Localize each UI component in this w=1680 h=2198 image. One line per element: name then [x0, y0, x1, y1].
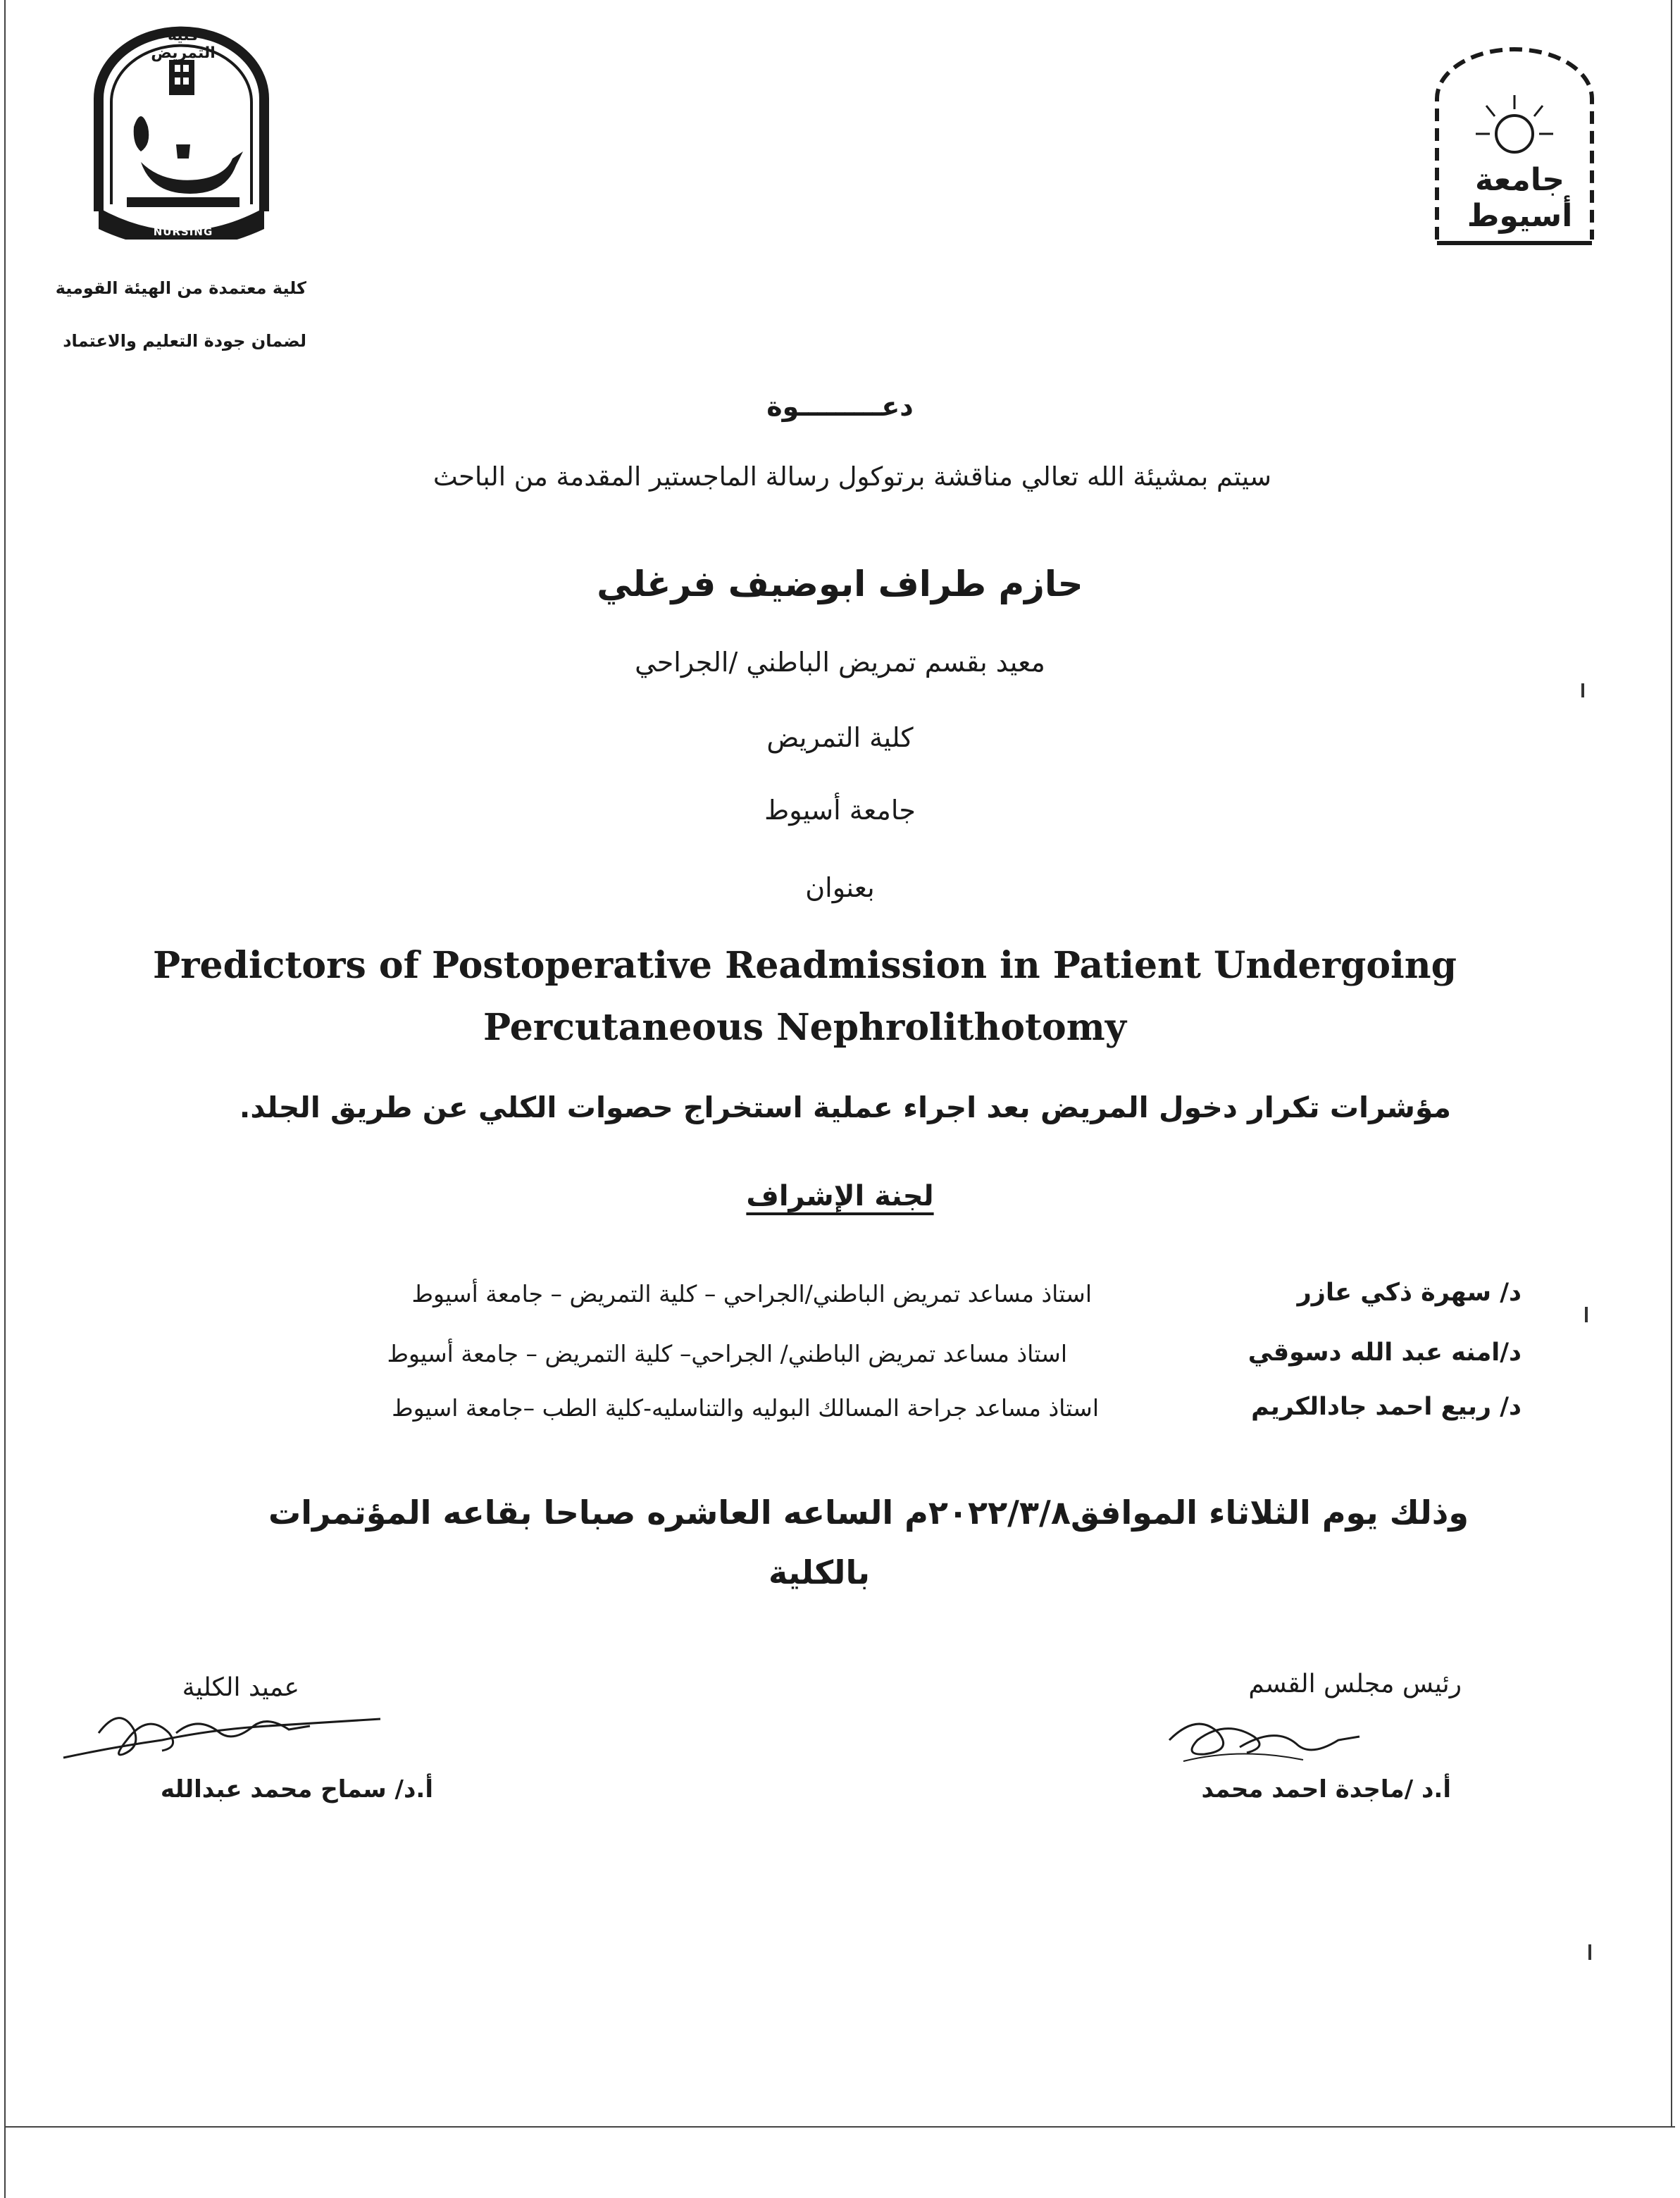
nursing-logo-english-text: FACULTY OF NURSING	[144, 213, 222, 238]
researcher-position: معيد بقسم تمريض الباطني /الجراحي	[635, 647, 1045, 678]
committee-member-row	[0, 1393, 1680, 1432]
dean-title: عميد الكلية	[182, 1673, 299, 1702]
dean-signature	[56, 1691, 387, 1775]
scan-mark	[1581, 683, 1584, 697]
committee-member-role: استاذ مساعد تمريض الباطني/ الجراحي– كلية التمريض – جامعة أسيوط	[387, 1340, 1067, 1367]
committee-member-name: د/ ربيع احمد جادالكريم	[1251, 1393, 1522, 1421]
scan-mark	[1588, 1944, 1591, 1960]
dean-name: أ.د/ سماح محمد عبدالله	[160, 1775, 433, 1803]
faculty-name: كلية التمريض	[766, 722, 914, 753]
university-logo-arabic-text: جامعة أسيوط	[1467, 162, 1573, 234]
schedule-line-1: وذلك يوم الثلاثاء الموافق٢٠٢٢/٣/٨م الساعه العاشره صباحا بقاعه المؤتمرات	[268, 1494, 1469, 1532]
university-name: جامعة أسيوط	[764, 795, 916, 826]
committee-heading-text: لجنة الإشراف	[746, 1180, 934, 1212]
committee-heading	[0, 1180, 1680, 1212]
intro-sentence: سيتم بمشيئة الله تعالي مناقشة برتوكول رسالة الماجستير المقدمة من الباحث	[433, 461, 1271, 492]
department-head-name: أ.د /ماجدة احمد محمد	[1201, 1775, 1451, 1803]
english-title-line-2: Percutaneous Nephrolithotomy	[483, 1006, 1126, 1049]
bottom-edge-line	[6, 2126, 1675, 2128]
assiut-university-logo	[1430, 42, 1599, 247]
committee-member-role: استاذ مساعد تمريض الباطني/الجراحي – كلية التمريض – جامعة أسيوط	[411, 1280, 1092, 1308]
english-title-line-1: Predictors of Postoperative Readmission in Patient Undergoing	[153, 944, 1457, 987]
committee-member-row	[0, 1339, 1680, 1378]
department-head-title: رئيس مجلس القسم	[1248, 1670, 1462, 1699]
accreditation-line-1: كلية معتمدة من الهيئة القومية	[55, 278, 306, 298]
department-head-signature	[1155, 1698, 1367, 1775]
schedule-line-2: بالكلية	[768, 1553, 870, 1591]
title-label: بعنوان	[805, 872, 875, 903]
committee-member-name: د/ سهرة ذكي عازر	[1297, 1279, 1522, 1307]
nursing-logo-arabic-text: كلية التمريض	[151, 27, 216, 62]
left-edge-line	[4, 0, 6, 2198]
committee-member-role: استاذ مساعد جراحة المسالك البوليه والتناسليه-كلية الطب –جامعة اسيوط	[392, 1394, 1099, 1422]
researcher-name: حازم طراف ابوضيف فرغلي	[597, 564, 1083, 604]
invitation-heading: دعـــــــــوة	[766, 391, 914, 422]
committee-member-name: د/امنه عبد الله دسوقي	[1247, 1339, 1522, 1367]
right-edge-line	[1671, 0, 1672, 2126]
faculty-of-nursing-logo	[85, 21, 278, 240]
committee-member-row	[0, 1279, 1680, 1318]
accreditation-line-2: لضمان جودة التعليم والاعتماد	[63, 331, 306, 351]
arabic-title: مؤشرات تكرار دخول المريض بعد اجراء عملية استخراج حصوات الكلي عن طريق الجلد.	[239, 1091, 1451, 1124]
scan-mark	[1585, 1307, 1588, 1322]
